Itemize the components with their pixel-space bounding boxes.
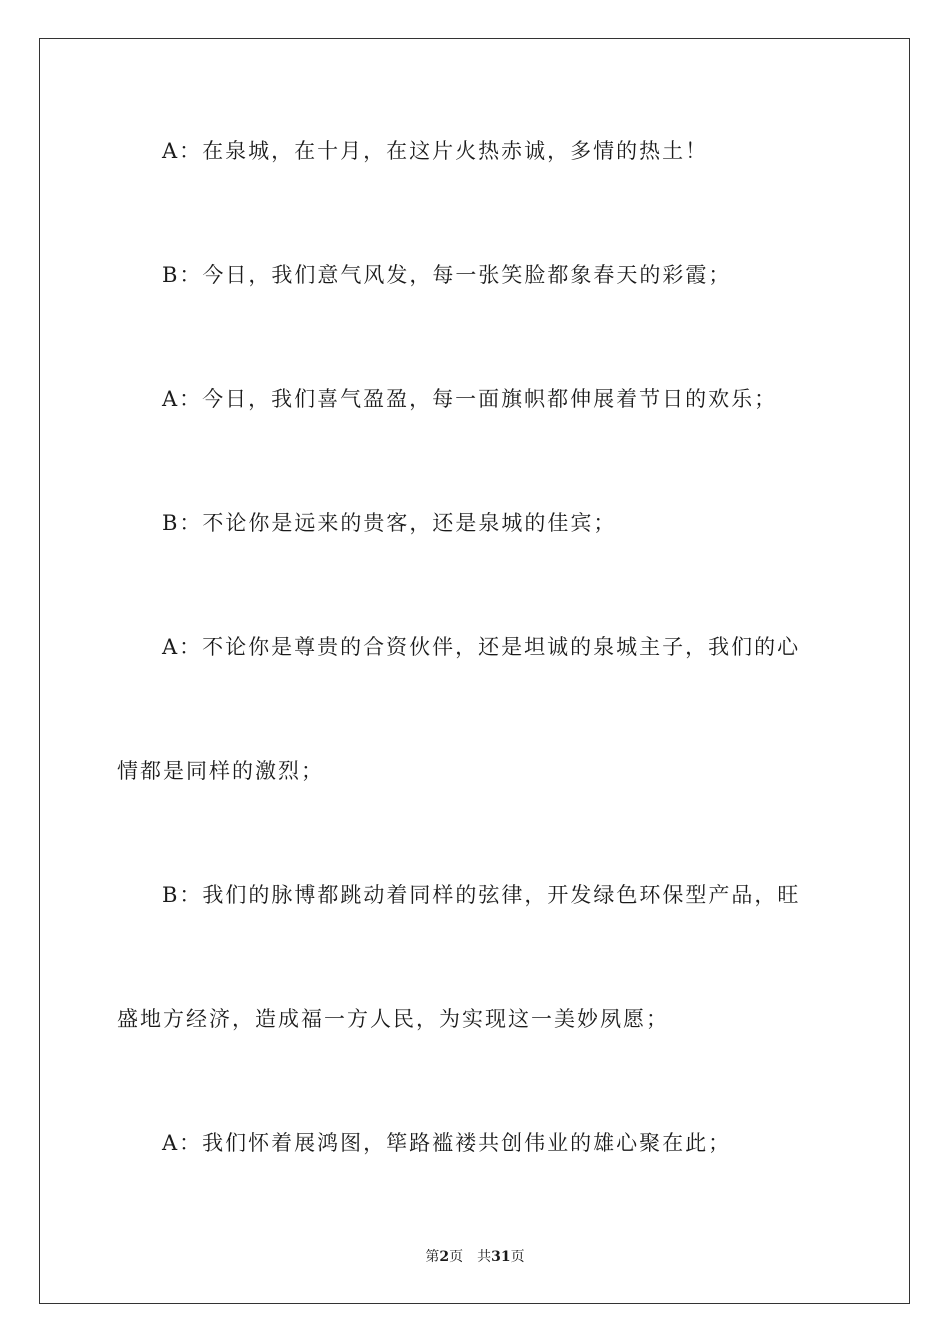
footer-page-number: 2 [439,1249,450,1265]
paragraph-line: B：我们的脉博都跳动着同样的弦律，开发绿色环保型产品，旺 [162,883,801,907]
paragraph-line-continued: 情都是同样的激烈； [117,759,324,783]
footer-page-prefix: 第 [425,1249,440,1265]
paragraph-line: B：今日，我们意气风发，每一张笑脸都象春天的彩霞； [162,263,732,287]
paragraph-line-continued: 盛地方经济，造成福一方人民，为实现这一美妙夙愿； [117,1007,669,1031]
paragraph-line: A：我们怀着展鸿图，筚路褴褛共创伟业的雄心聚在此； [162,1131,732,1155]
footer-page-suffix: 页 [449,1249,464,1265]
footer-total-prefix: 共 [477,1249,492,1265]
footer-total-suffix: 页 [510,1249,525,1265]
paragraph-line: B：不论你是远来的贵客，还是泉城的佳宾； [162,511,617,535]
page-border [39,38,910,1304]
paragraph-line: A：不论你是尊贵的合资伙伴，还是坦诚的泉城主子，我们的心 [162,635,801,659]
footer-total-pages: 31 [491,1249,511,1265]
paragraph-line: A：今日，我们喜气盈盈，每一面旗帜都伸展着节日的欢乐； [162,387,778,411]
paragraph-line: A：在泉城，在十月，在这片火热赤诚，多情的热土！ [162,139,709,163]
page-footer [0,1248,950,1266]
